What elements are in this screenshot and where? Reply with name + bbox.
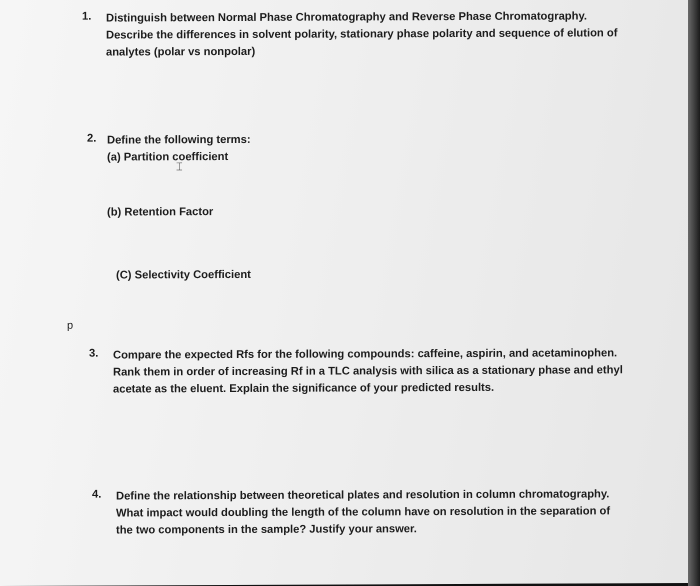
question-1 — [106, 8, 617, 61]
question-3-number: 3. — [89, 347, 99, 360]
question-4-line-1: Define the relationship between theoretical plates and resolution in column chromatography. — [116, 488, 610, 503]
question-2-term-c: (C) Selectivity Coefficient — [116, 268, 251, 282]
question-2-term-b: (b) Retention Factor — [107, 206, 214, 219]
question-2-number: 2. — [87, 132, 97, 145]
question-3-line-2: Rank them in order of increasing Rf in a TLC analysis with silica as a stationary phase and ethyl — [113, 364, 623, 379]
page-edge-shadow — [688, 0, 700, 586]
question-3-line-3: acetate as the eluent. Explain the significance of your predicted results. — [113, 381, 495, 396]
question-3-line-1: Compare the expected Rfs for the following compounds: caffeine, aspirin, and acetaminophen. — [113, 347, 618, 362]
question-4-line-2: What impact would doubling the length of the column have on resolution in the separation of — [116, 505, 611, 520]
question-2-heading: Define the following terms: — [107, 133, 251, 147]
text-cursor-icon: ⌶ — [176, 161, 183, 174]
question-1-line-2: Describe the differences in solvent polarity, stationary phase polarity and sequence of elution of — [106, 27, 618, 42]
question-1-line-3: analytes (polar vs nonpolar) — [106, 45, 256, 59]
question-2-term-a: (a) Partition coefficient — [107, 151, 229, 164]
question-1-line-1: Distinguish between Normal Phase Chromatography and Reverse Phase Chromatography. — [106, 10, 587, 25]
stray-mark: p — [67, 319, 74, 332]
question-4-number: 4. — [92, 488, 102, 501]
question-4-line-3: the two components in the sample? Justify your answer. — [116, 523, 417, 537]
question-1-number: 1. — [82, 10, 92, 23]
question-3 — [113, 345, 623, 398]
question-4 — [116, 486, 610, 539]
